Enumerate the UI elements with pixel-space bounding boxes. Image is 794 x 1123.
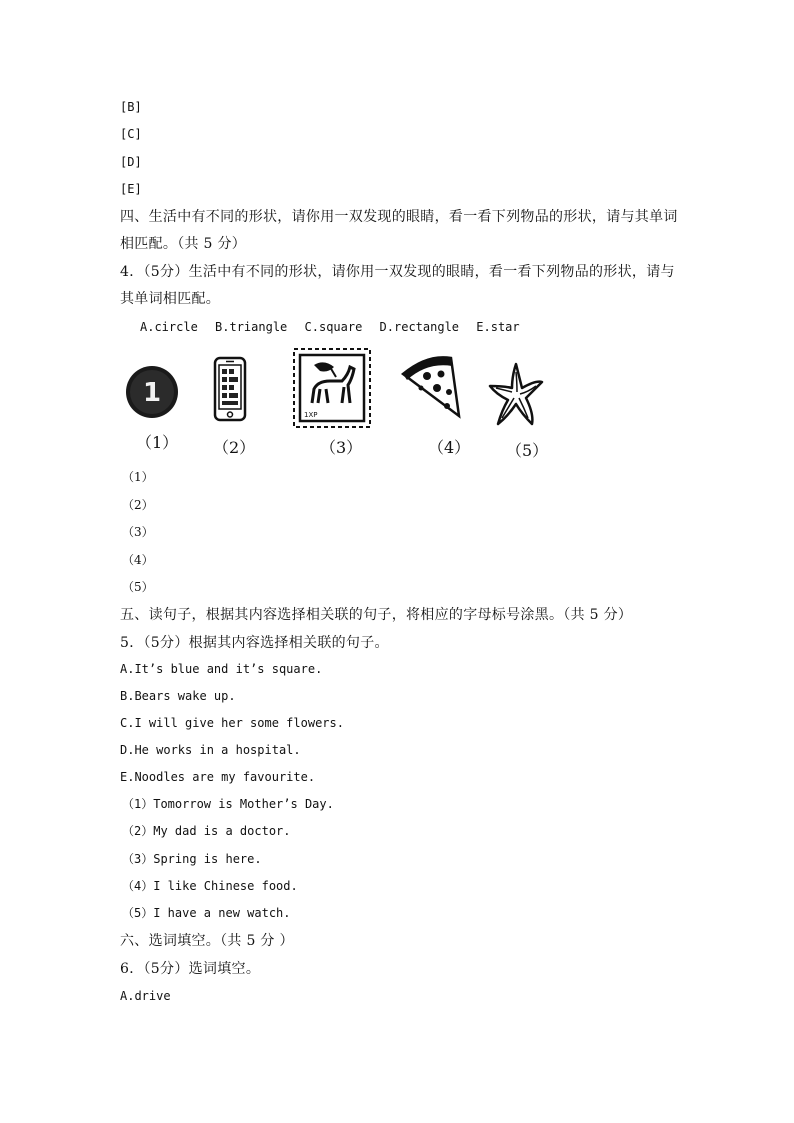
item-2: （2）My dad is a doctor. <box>122 824 291 838</box>
choice-e: E.Noodles are my favourite. <box>120 770 316 784</box>
fill-option-a: A.drive <box>120 989 171 1003</box>
pizza-slice-icon <box>397 352 465 426</box>
question6-line: 6．（5分）选词填空。 <box>120 961 261 977</box>
option-circle: A.circle <box>140 320 198 334</box>
answer-line-4: （4） <box>122 553 154 567</box>
section4-heading-line2: 相匹配。（共 5 分） <box>120 236 247 252</box>
answer-line-3: （3） <box>122 525 154 539</box>
prev-answer-e: [E] <box>120 182 142 196</box>
option-square: C.square <box>304 320 363 334</box>
choice-d: D.He works in a hospital. <box>120 743 301 757</box>
question5-line: 5．（5分）根据其内容选择相关联的句子。 <box>120 635 389 651</box>
option-star: E.star <box>476 320 520 334</box>
item-5: （5）I have a new watch. <box>122 906 291 920</box>
prev-answer-b: [B] <box>120 100 142 114</box>
choice-c: C.I will give her some flowers. <box>120 716 344 730</box>
choice-b: B.Bears wake up. <box>120 689 236 703</box>
option-triangle: B.triangle <box>215 320 288 334</box>
question4-line1: 4．（5分）生活中有不同的形状，请你用一双发现的眼睛，看一看下列物品的形状，请与 <box>120 264 675 280</box>
mobile-phone-icon <box>213 356 247 426</box>
answer-line-2: （2） <box>122 498 154 512</box>
prev-answer-d: [D] <box>120 155 142 169</box>
option-rectangle: D.rectangle <box>379 320 460 334</box>
item-4: （4）I like Chinese food. <box>122 879 298 893</box>
answer-line-1: （1） <box>122 470 154 484</box>
coin-number: 1 <box>142 378 162 408</box>
prev-answer-c: [C] <box>120 127 142 141</box>
stamp-text: 1XP <box>304 411 318 419</box>
answer-line-5: （5） <box>122 580 154 594</box>
section4-heading-line1: 四、生活中有不同的形状，请你用一双发现的眼睛，看一看下列物品的形状，请与其单词 <box>120 209 678 225</box>
postage-stamp-icon <box>290 345 374 435</box>
starfish-icon <box>486 358 546 434</box>
number-one-coin-icon <box>125 365 179 423</box>
item-3: （3）Spring is here. <box>122 852 262 866</box>
figure-label-3: （3） <box>320 438 363 457</box>
shape-options <box>140 320 530 334</box>
figure-label-2: （2） <box>213 438 256 457</box>
figure-label-1: （1） <box>136 433 179 452</box>
choice-a: A.It’s blue and it’s square. <box>120 662 323 676</box>
figure-label-5: （5） <box>506 441 549 460</box>
question4-line2: 其单词相匹配。 <box>120 291 221 307</box>
section5-heading: 五、读句子，根据其内容选择相关联的句子，将相应的字母标号涂黑。（共 5 分） <box>120 607 633 623</box>
figure-label-4: （4） <box>428 438 471 457</box>
section6-heading: 六、选词填空。（共 5 分 ） <box>120 933 294 949</box>
item-1: （1）Tomorrow is Mother’s Day. <box>122 797 334 811</box>
